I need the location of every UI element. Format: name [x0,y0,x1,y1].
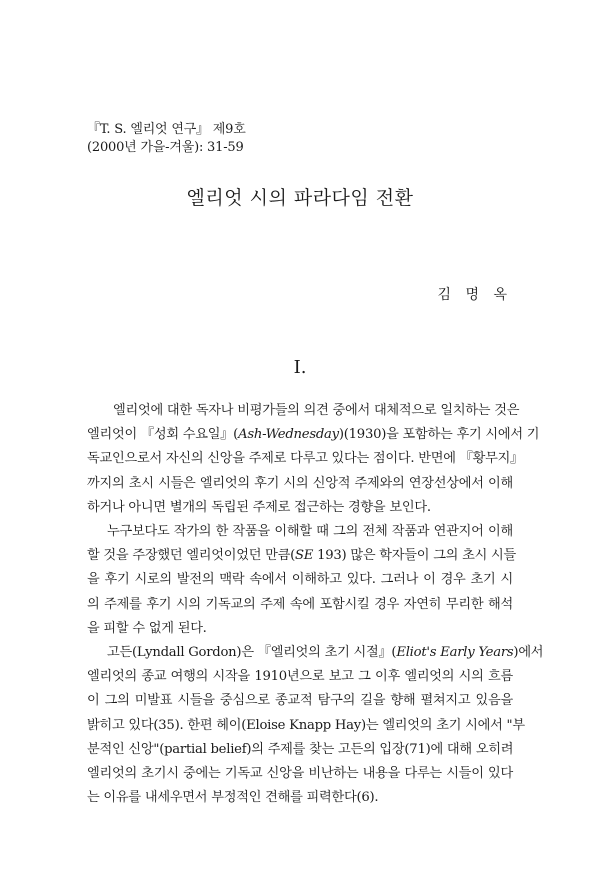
journal-name-line: 『T. S. 엘리엇 연구』 제9호 [87,122,246,137]
paragraph-3-line-3: 이 그의 미발표 시들을 중심으로 종교적 탐구의 길을 향해 펼쳐지고 있음을 [87,693,513,709]
section-heading: I. [293,357,307,378]
paragraph-3-line-7: 는 이유를 내세우면서 부정적인 견해를 피력한다(6). [87,790,379,806]
author-name: 김 명 옥 [437,287,512,303]
paragraph-2-line-1: 누구보다도 작가의 한 작품을 이해할 때 그의 전체 작품과 연관지어 이해 [107,524,513,540]
paragraph-2-line-2: 할 것을 주장했던 엘리엇이었던 만큼(SE 193) 많은 학자들이 그의 초시 시들 [87,548,517,564]
paragraph-2-line-3: 을 후기 시로의 발전의 맥락 속에서 이해하고 있다. 그러나 이 경우 초기 시 [87,572,513,588]
paragraph-3-line-1: 고든(Lyndall Gordon)은 『엘리엇의 초기 시절』(Eliot's Early Years)에서 [107,645,544,661]
paragraph-3-line-2: 엘리엇의 종교 여행의 시작을 1910년으로 보고 그 이후 엘리엇의 시의 흐름 [87,669,513,685]
paragraph-1-line-4: 까지의 초시 시들은 엘리엇의 후기 시의 신앙적 주제와의 연장선상에서 이해 [87,475,513,491]
paragraph-2-line-5: 을 피할 수 없게 된다. [87,620,207,636]
paragraph-1-line-5: 하거나 아니면 별개의 독립된 주제로 접근하는 경향을 보인다. [87,499,431,515]
paragraph-3-line-6: 엘리엇의 초기시 중에는 기독교 신앙을 비난하는 내용을 다루는 시들이 있다 [87,766,513,782]
article-body [87,399,544,810]
paragraph-2-line-4: 의 주제를 후기 시의 기독교의 주제 속에 포함시킬 경우 자연히 무리한 해석 [87,596,513,612]
journal-citation [87,121,246,157]
paragraph-1-line-1: 엘리엇에 대한 독자나 비평가들의 의견 중에서 대체적으로 일치하는 것은 [113,403,520,418]
paragraph-1-line-3: 독교인으로서 자신의 신앙을 주제로 다루고 있다는 점이다. 반면에 『황무지』 [87,451,524,467]
article-title: 엘리엇 시의 파라다임 전환 [186,187,414,209]
paragraph-3-line-5: 분적인 신앙"(partial belief)의 주제를 찾는 고든의 입장(71)에 대해 오히려 [87,741,514,757]
paragraph-3-line-4: 밝히고 있다(35). 한편 헤이(Eloise Knapp Hay)는 엘리엇의 초기 시에서 "부 [87,717,525,733]
paragraph-1-line-2: 엘리엇이 『성회 수요일』(Ash-Wednesday)(1930)을 포함하는 후기 시에서 기 [87,427,540,443]
journal-issue-line: (2000년 가을-겨울): 31-59 [87,140,244,155]
